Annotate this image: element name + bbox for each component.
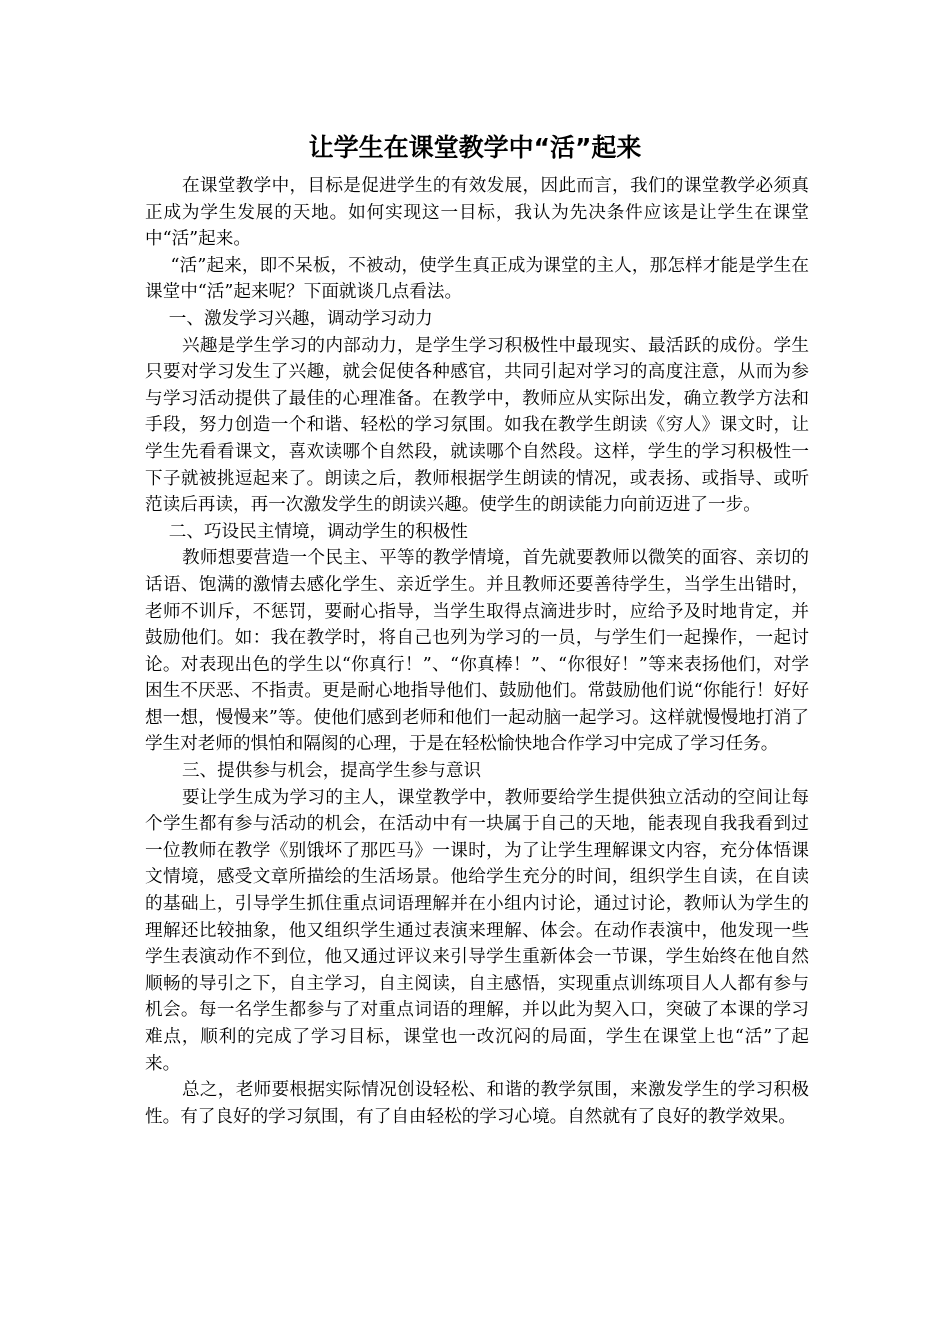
paragraph-section-1: 兴趣是学生学习的内部动力，是学生学习积极性中最现实、最活跃的成份。学生只要对学习发生了兴趣，就会促使各种感官，共同引起对学习的高度注意，从而为参与学习活动提供了最佳的心理准备。在教学中，教师应从实际出发，确立教学方法和手段，努力创造一个和谐、轻松的学习氛围。如我在教学生朗读《穷人》课文时，让学生先看看课文，喜欢读哪个自然段，就读哪个自然段。这样，学生的学习积极性一下子就被挑逗起来了。朗读之后，教师根据学生朗读的情况，或表扬、或指导、或听范读后再读，再一次激发学生的朗读兴趣。使学生的朗读能力向前迈进了一步。 (145, 335, 809, 516)
section-heading-2: 二、巧设民主情境，调动学生的积极性 (168, 521, 468, 542)
paragraph-huo: “活”起来，即不呆板，不被动，使学生真正成为课堂的主人，那怎样才能是学生在课堂中“活”起来呢？下面就谈几点看法。 (145, 255, 809, 303)
document-title: 让学生在课堂教学中“活”起来 (308, 133, 642, 162)
section-heading-3: 三、提供参与机会，提高学生参与意识 (181, 761, 482, 782)
paragraph-section-2: 教师想要营造一个民主、平等的教学情境，首先就要教师以微笑的面容、亲切的话语、饱满的激情去感化学生、亲近学生。并且教师还要善待学生，当学生出错时，老师不训斥，不惩罚，要耐心指导，当学生取得点滴进步时，应给予及时地肯定，并鼓励他们。如：我在教学时，将自己也列为学习的一员，与学生们一起操作，一起讨论。对表现出色的学生以“你真行！”、“你真棒！”、“你很好！”等来表扬他们，对学困生不厌恶、不指责。更是耐心地指导他们、鼓励他们。常鼓励他们说“你能行！好好想一想，慢慢来”等。使他们感到老师和他们一起动脑一起学习。这样就慢慢地打消了学生对老师的惧怕和隔阂的心理，于是在轻松愉快地合作学习中完成了学习任务。 (145, 548, 809, 755)
document-body (145, 173, 809, 1130)
section-heading-1: 一、激发学习兴趣，调动学习动力 (168, 308, 433, 329)
paragraph-section-3: 要让学生成为学习的主人，课堂教学中，教师要给学生提供独立活动的空间让每个学生都有参与活动的机会，在活动中有一块属于自己的天地，能表现自我我看到过一位教师在教学《别饿坏了那匹马》一课时，为了让学生理解课文内容，充分体悟课文情境，感受文章所描绘的生活场景。他给学生充分的时间，组织学生自读，在自读的基础上，引导学生抓住重点词语理解并在小组内讨论，通过讨论，教师认为学生的理解还比较抽象，他又组织学生通过表演来理解、体会。在动作表演中，他发现一些学生表演动作不到位，他又通过评议来引导学生重新体会一节课，学生始终在他自然顺畅的导引之下，自主学习，自主阅读，自主感悟，实现重点训练项目人人都有参与机会。每一名学生都参与了对重点词语的理解，并以此为契入口，突破了本课的学习难点，顺利的完成了学习目标，课堂也一改沉闷的局面，学生在课堂上也“活”了起来。 (145, 787, 809, 1074)
paragraph-intro: 在课堂教学中，目标是促进学生的有效发展，因此而言，我们的课堂教学必须真正成为学生发展的天地。如何实现这一目标，我认为先决条件应该是让学生在课堂中“活”起来。 (145, 176, 809, 250)
paragraph-conclusion: 总之，老师要根据实际情况创设轻松、和谐的教学氛围，来激发学生的学习积极性。有了良好的学习氛围，有了自由轻松的学习心境。自然就有了良好的教学效果。 (145, 1080, 809, 1127)
